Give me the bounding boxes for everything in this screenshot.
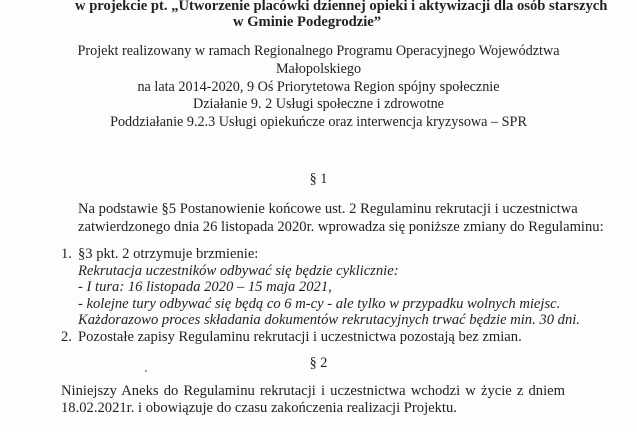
section-1-intro-line-2: zatwierdzonego dnia 26 listopada 2020r. wprowadza się poniższe zmiany do Regulaminu: [78,219,604,235]
quote-line-1: Rekrutacja uczestników odbywać się będzie cyklicznie: [78,263,399,279]
quote-line-3: - kolejne tury odbywać się będą co 6 m-cy - ale tylko w przypadku wolnych miejsc. [78,296,561,312]
project-info-line-5: Poddziałanie 9.2.3 Usługi opiekuńcze oraz interwencja kryzysowa – SPR [110,114,527,130]
section-1-intro-line-1: Na podstawie §5 Postanowienie końcowe ust. 2 Regulaminu rekrutacji i uczestnictwa [78,201,578,217]
list-item-2-number: 2. [61,329,72,345]
project-info-line-3: na lata 2014-2020, 9 Oś Priorytetowa Region spójny społecznie [137,79,500,95]
quote-line-2: - I tura: 16 listopada 2020 – 15 maja 2021, [78,279,332,295]
list-item-1-text: §3 pkt. 2 otrzymuje brzmienie: [78,246,259,262]
section-1-heading: § 1 [309,171,328,187]
project-info-line-2: Małopolskiego [275,61,362,77]
section-2-heading: § 2 [309,355,328,371]
project-info-line-1: Projekt realizowany w ramach Regionalnego Programu Operacyjnego Województwa [77,43,560,59]
list-item-1-number: 1. [61,246,72,262]
project-info-line-4: Działanie 9. 2 Usługi społeczne i zdrowotne [193,96,444,112]
scan-speck [145,370,147,372]
document-title-line-2: w Gminie Podegrodzie” [233,14,382,30]
quote-line-4: Każdorazowo proces składania dokumentów rekrutacyjnych trwać będzie min. 30 dni. [78,312,580,328]
section-2-body-line-2: 18.02.2021r. i obowiązuje do czasu zakończenia realizacji Projektu. [61,400,457,416]
list-item-2-text: Pozostałe zapisy Regulaminu rekrutacji i uczestnictwa pozostają bez zmian. [78,329,522,345]
section-2-body-line-1: Niniejszy Aneks do Regulaminu rekrutacji i uczestnictwa wchodzi w życie z dniem [61,383,565,399]
document-title-line-1: w projekcie pt. „Utworzenie placówki dziennej opieki i aktywizacji dla osób starszych [75,0,608,14]
